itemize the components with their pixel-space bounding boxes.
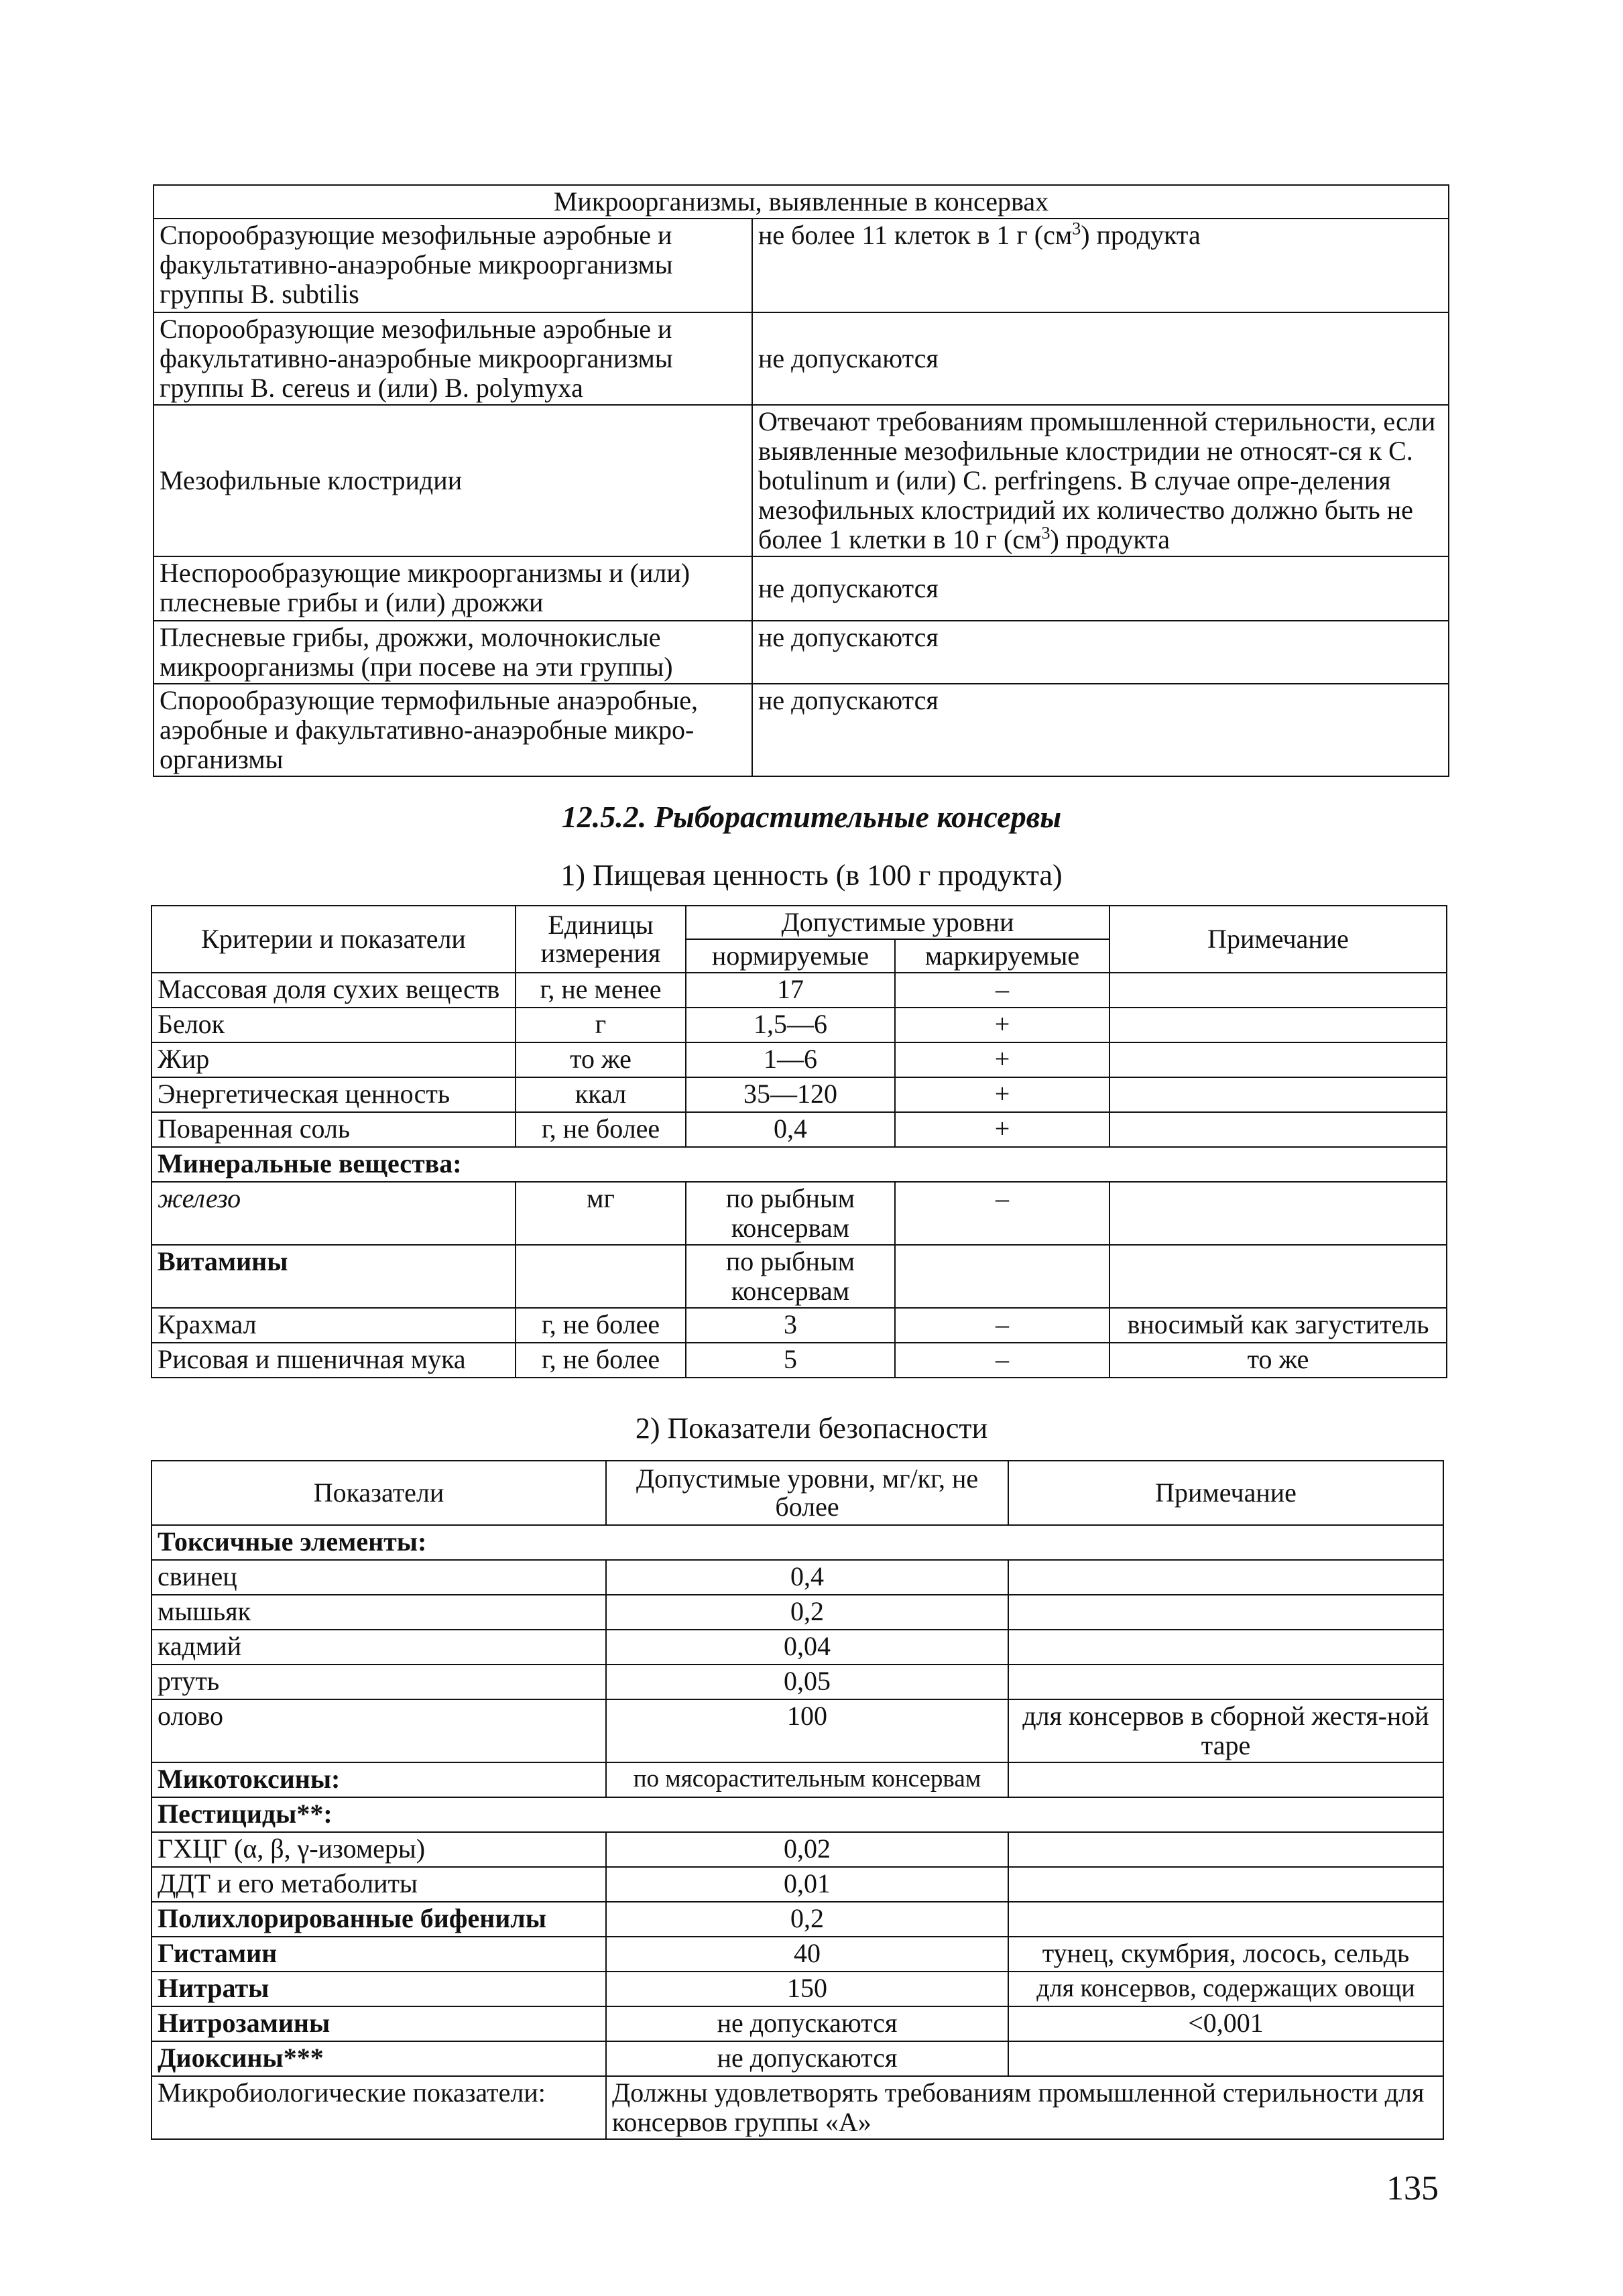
col-criteria: Критерии и показатели [152, 906, 516, 973]
row-note [1109, 1112, 1447, 1147]
table-row [152, 973, 1447, 1008]
row-note [1109, 1182, 1447, 1245]
row-mark [895, 1245, 1109, 1308]
row-note: для консервов, содержащих овощи [1008, 1972, 1443, 2006]
row-unit: мг [516, 1182, 686, 1245]
row-value: Должны удовлетворять требованиям промышленной стерильности для консервов группы «А» [606, 2076, 1443, 2139]
row-norm: 0,4 [686, 1112, 895, 1147]
row-name: Полихлорированные бифенилы [152, 1902, 606, 1937]
row-mark: + [895, 1042, 1109, 1077]
nutrition-table [151, 905, 1447, 1378]
table-row [152, 1972, 1443, 2006]
row-note: вносимый как загуститель [1109, 1308, 1447, 1343]
row-mark: + [895, 1112, 1109, 1147]
row-note [1109, 1042, 1447, 1077]
row-name: Неспорообразующие микроорганизмы и (или) плесневые грибы и (или) дрожжи [154, 556, 752, 621]
col-note: Примечание [1109, 906, 1447, 973]
table-row [152, 1147, 1447, 1182]
row-name: Спорообразующие термофильные анаэробные, аэробные и факультативно-анаэробные микро-организмы [154, 684, 752, 776]
row-name: мышьяк [152, 1595, 606, 1630]
row-note [1008, 1630, 1443, 1665]
table-row [152, 1867, 1443, 1902]
row-unit: г, не более [516, 1308, 686, 1343]
page-number: 135 [1386, 2169, 1439, 2208]
row-value: не допускаются [752, 312, 1449, 405]
table-row [152, 1343, 1447, 1378]
row-name: железо [152, 1182, 516, 1245]
pesticides-label: Пестициды**: [152, 1797, 1443, 1832]
table-row [152, 1937, 1443, 1972]
row-note [1109, 1245, 1447, 1308]
table-row [152, 1699, 1443, 1762]
table-row [152, 1832, 1443, 1867]
table-row [152, 1762, 1443, 1797]
row-mark: + [895, 1008, 1109, 1042]
row-name: Энергетическая ценность [152, 1077, 516, 1112]
row-norm: 1,5—6 [686, 1008, 895, 1042]
table-row [152, 1077, 1447, 1112]
row-note [1008, 1560, 1443, 1595]
row-norm: по рыбным консервам [686, 1245, 895, 1308]
row-name: Микробиологические показатели: [152, 2076, 606, 2139]
col-levels: Допустимые уровни, мг/кг, не более [606, 1461, 1008, 1525]
table-row [152, 1630, 1443, 1665]
row-name: ртуть [152, 1665, 606, 1699]
table-row [152, 1245, 1447, 1308]
row-note [1008, 1867, 1443, 1902]
section-title: 12.5.2. Рыборастительные консервы [561, 800, 1062, 834]
row-unit: то же [516, 1042, 686, 1077]
table-header: Микроорганизмы, выявленные в консервах [154, 185, 1449, 219]
row-note: для консервов в сборной жестя-ной таре [1008, 1699, 1443, 1762]
row-name: Нитраты [152, 1972, 606, 2006]
row-note [1008, 2041, 1443, 2076]
row-norm: 35—120 [686, 1077, 895, 1112]
row-name: Мезофильные клостридии [154, 405, 752, 556]
row-value: не допускаются [752, 684, 1449, 776]
row-value: не допускаются [752, 556, 1449, 621]
row-level: 100 [606, 1699, 1008, 1762]
table-row [152, 1902, 1443, 1937]
row-name: Жир [152, 1042, 516, 1077]
row-level: 0,01 [606, 1867, 1008, 1902]
table-row [152, 2076, 1443, 2139]
row-note [1008, 1902, 1443, 1937]
row-unit: г, не более [516, 1343, 686, 1378]
row-note [1109, 1008, 1447, 1042]
row-level: 0,2 [606, 1902, 1008, 1937]
row-name: Плесневые грибы, дрожжи, молочнокислые микроорганизмы (при посеве на эти группы) [154, 621, 752, 684]
row-mark: – [895, 1182, 1109, 1245]
row-value: не допускаются [752, 621, 1449, 684]
col-levels: Допустимые уровни [686, 906, 1109, 939]
safety-caption: 2) Показатели безопасности [635, 1412, 988, 1445]
col-labeled: маркируемые [895, 939, 1109, 973]
row-note [1109, 1077, 1447, 1112]
table-row [154, 405, 1449, 556]
row-name: Витамины [152, 1245, 516, 1308]
row-name: Гистамин [152, 1937, 606, 1972]
table-row [152, 1595, 1443, 1630]
nutrition-caption: 1) Пищевая ценность (в 100 г продукта) [560, 859, 1063, 892]
col-units: Единицы измерения [516, 906, 686, 973]
row-name: Нитрозамины [152, 2006, 606, 2041]
row-level: не допускаются [606, 2006, 1008, 2041]
table-row [152, 1308, 1447, 1343]
row-note [1109, 973, 1447, 1008]
table-row [154, 312, 1449, 405]
col-normed: нормируемые [686, 939, 895, 973]
row-norm: 17 [686, 973, 895, 1008]
row-norm: 1—6 [686, 1042, 895, 1077]
safety-table [151, 1460, 1444, 2140]
table-row [152, 2041, 1443, 2076]
row-value: Отвечают требованиям промышленной стерильности, если выявленные мезофильные клостридии не относят-ся к C. botulinum и (или) C. perfringens. В случае опре-деления мезофильных клостридий их количество должно быть не более 1 клетки в 10 г $(см^3)$ продукта [752, 405, 1449, 556]
row-name: Крахмал [152, 1308, 516, 1343]
table-row [154, 219, 1449, 312]
row-norm: по рыбным консервам [686, 1182, 895, 1245]
row-note [1008, 1762, 1443, 1797]
table-row [152, 1112, 1447, 1147]
row-name: свинец [152, 1560, 606, 1595]
row-name: Поваренная соль [152, 1112, 516, 1147]
table-row [152, 1042, 1447, 1077]
row-unit: г, не менее [516, 973, 686, 1008]
row-norm: 3 [686, 1308, 895, 1343]
microorganisms-table [153, 184, 1449, 777]
row-note: <0,001 [1008, 2006, 1443, 2041]
row-level: по мясорастительным консервам [606, 1762, 1008, 1797]
row-name: Спорообразующие мезофильные аэробные и факультативно-анаэробные микроорганизмы группы B. subtilis [154, 219, 752, 312]
table-row [154, 684, 1449, 776]
table-row [152, 1008, 1447, 1042]
table-row [152, 2006, 1443, 2041]
row-note [1008, 1665, 1443, 1699]
row-name: Спорообразующие мезофильные аэробные и факультативно-анаэробные микроорганизмы группы B. cereus и (или) B. polymyxa [154, 312, 752, 405]
row-name: Массовая доля сухих веществ [152, 973, 516, 1008]
row-level: 0,05 [606, 1665, 1008, 1699]
table-row [152, 1665, 1443, 1699]
row-name: кадмий [152, 1630, 606, 1665]
row-unit: ккал [516, 1077, 686, 1112]
table-row [152, 1560, 1443, 1595]
row-value: не более 11 клеток в 1 г $(см^3)$ продукта [752, 219, 1449, 312]
row-level: 0,2 [606, 1595, 1008, 1630]
row-name: ДДТ и его метаболиты [152, 1867, 606, 1902]
col-indicator: Показатели [152, 1461, 606, 1525]
row-name: Рисовая и пшеничная мука [152, 1343, 516, 1378]
row-level: 150 [606, 1972, 1008, 2006]
row-note: тунец, скумбрия, лосось, сельдь [1008, 1937, 1443, 1972]
row-mark: – [895, 1343, 1109, 1378]
row-unit: г, не более [516, 1112, 686, 1147]
col-note: Примечание [1008, 1461, 1443, 1525]
row-name: Диоксины*** [152, 2041, 606, 2076]
row-name: Белок [152, 1008, 516, 1042]
row-mark: + [895, 1077, 1109, 1112]
row-level: 0,04 [606, 1630, 1008, 1665]
row-unit: г [516, 1008, 686, 1042]
row-level: 40 [606, 1937, 1008, 1972]
minerals-label: Минеральные вещества: [152, 1147, 1447, 1182]
row-unit [516, 1245, 686, 1308]
row-level: 0,02 [606, 1832, 1008, 1867]
table-row [154, 556, 1449, 621]
toxic-label: Токсичные элементы: [152, 1525, 1443, 1560]
row-mark: – [895, 1308, 1109, 1343]
row-note [1008, 1832, 1443, 1867]
row-norm: 5 [686, 1343, 895, 1378]
row-level: не допускаются [606, 2041, 1008, 2076]
row-name: олово [152, 1699, 606, 1762]
row-note [1008, 1595, 1443, 1630]
row-mark: – [895, 973, 1109, 1008]
row-name: ГХЦГ (α, β, γ-изомеры) [152, 1832, 606, 1867]
row-name: Микотоксины: [152, 1762, 606, 1797]
table-row [154, 621, 1449, 684]
table-row [152, 1182, 1447, 1245]
row-level: 0,4 [606, 1560, 1008, 1595]
row-note: то же [1109, 1343, 1447, 1378]
